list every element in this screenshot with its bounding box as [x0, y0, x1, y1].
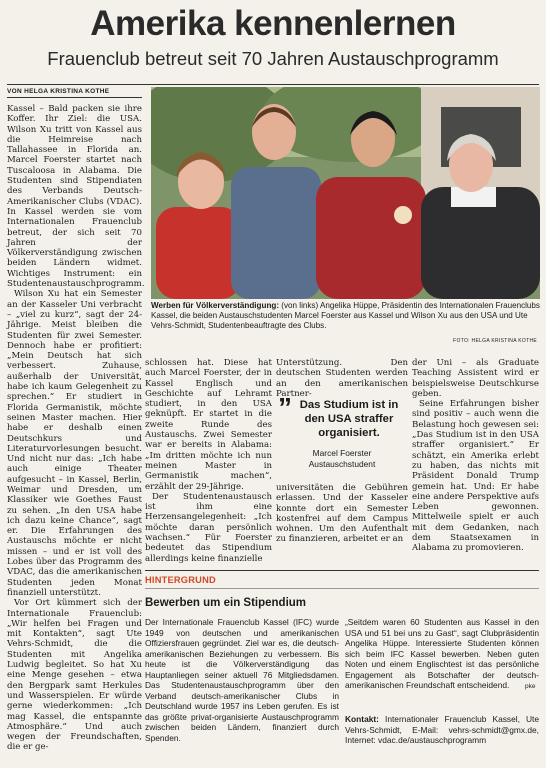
quote-role: Austauschstudent [308, 458, 376, 469]
contact-info [345, 714, 539, 746]
paragraph: Seine Erfahrungen bisher sind positiv – auch wenn die Belastung hoch gewesen sei: „Das Studium ist in den USA straffer organisiert.“ Er schätzt, ein Amerika erlebt zu haben, das nichts mit Präsident Donald Trump gemein hat. Und: Er habe eine andere Perspektive aufs Leben gewonnen. Mittelweile spielt er auch mit dem Gedanken, nach dem Staatsexamen in Alabama zu promovieren. [412, 399, 539, 554]
box-column-2 [345, 617, 539, 691]
pull-quote [276, 392, 408, 469]
box-column-1 [145, 617, 339, 743]
box-signature: pke [525, 683, 536, 690]
caption-label: Werben für Völkerverständigung: [151, 301, 280, 310]
paragraph: Vor Ort kümmert sich der Internationale Frauenclub: „Wir helfen bei Fragen und mit Kontakten“, sagt Ute Vehrs-Schmidt, die die Studenten mit Angelika Ludwig begleitet. So hat Xu eine Menge gesehen – etwa den Bergpark samt Herkules und Wasserspielen. Er würde gerne wiederkommen: „Ich mag Kassel, die entspannte Atmosphäre.“ Und auch wegen der Freundschaften, die er ge- [7, 598, 142, 753]
box-title: Bewerben um ein Stipendium [145, 597, 307, 609]
box-rule [145, 570, 539, 571]
subheadline: Frauenclub betreut seit 70 Jahren Austauschprogramm [47, 48, 499, 69]
article-column-1 [7, 104, 145, 753]
article-column-2 [145, 358, 272, 564]
quote-text: Das Studium ist in den USA straffer organisiert. [299, 399, 399, 439]
contact-text: Internationaler Frauenclub Kassel, Ute Vehrs-Schmidt, E-Mail: vehrs-schmidt@gmx.de, Internet: vdac.de/austauschprogramm [345, 714, 539, 745]
quote-mark-icon: ” [278, 392, 292, 423]
paragraph: Wilson Xu hat ein Semester an der Kasseler Uni verbracht – „viel zu kurz“, sagt der 24-Jährige. Meist bleiben die Studenten für zwei Semester. Dennoch habe er profitiert: „Mein Deutsch hat sich verbessert. Zuhause, außerhalb der Universität, habe ich kaum Gelegenheit zu sprechen.“ Er studiert in Florida Germanistik, möchte seinen Master machen. Hier habe er deshalb einen Deutschkurs und Literaturvorlesungen besucht. Und nicht nur das: „Ich habe auch einige Theater aufgesucht – in Kassel, Berlin, Weimar und Dresden, um Klassiker wie Goethes Faust zu sehen. „In den USA habe ich dazu keine Chance“, sagt er. Die Erfahrungen des Austauschs möchte er nicht missen – und er ist voll des Lobes über das Programm des VDAC, das die amerikanischen Studenten jeden Monat finanziell unterstützt. [7, 289, 142, 598]
paragraph: universitäten die Gebühren erlassen. Und der Kasseler konnte dort ein Semester kostenfrei auf dem Campus wohnen. Um den Aufenthalt zu finanzieren, arbeitet er an [276, 483, 408, 545]
headline: Amerika kennenlernen [90, 4, 456, 43]
paragraph: Der Studentenaustausch ist ihm eine Herzensangelegenheit: „Ich möchte daran persönlich wachsen.“ Für Foerster bedeutet das Stipendium allerdings keine finanzielle [145, 491, 272, 564]
paragraph: schlossen hat. Diese hat auch Marcel Foerster, der in Kassel Englisch und Geschichte auf Lehramt studiert, in den USA geknüpft. Er startet in die zweite Runde des Austauschs. Zwei Semester war er bereits in Alabama: „Im dritten möchte ich nun meinen Master in Germanistik machen“, erzählt der 29-Jährige. [145, 358, 272, 492]
byline: VON HELGA KRISTINA KOTHE [7, 88, 110, 95]
photo-credit: FOTO: HELGA KRISTINA KOTHE [453, 338, 537, 344]
photo-caption [151, 301, 540, 332]
byline-rule [7, 97, 142, 98]
paragraph: Kassel – Bald packen sie ihre Koffer. Ihr Ziel: die USA. Wilson Xu tritt von Kassel aus die Heimreise nach Tallahassee in Florida an. Marcel Foerster startet nach Tuscaloosa in Alabama. Die Studenten sind Stipendiaten des Verbands Deutsch-Amerikanischer Clubs (VDAC). In Kassel werden sie vom Internationalen Frauenclub betreut, der sich seit 70 Jahren der Völkerverständigung zwischen beiden Ländern widmet. Wichtiges Instrument: ein Studentenaustauschprogramm. [7, 104, 145, 290]
top-rule [7, 84, 539, 85]
paragraph: der Uni – als Graduate Teaching Assistent wird er beispielsweise Deutschkurse geben. [412, 358, 539, 399]
caption-text: (von links) Angelika Hüppe, Präsidentin des Internationalen Frauenclubs Kassel, die beiden Austauschstudenten Marcel Foerster aus Kassel und Wilson Xu aus den USA und Ute Vehrs-Schmidt, Studentenbeauftragte des Clubs. [151, 301, 540, 331]
hintergrund-label: HINTERGRUND [145, 575, 216, 585]
paragraph: „Seitdem waren 60 Studenten aus Kassel in den USA und 51 bei uns zu Gast“, sagt Clubpräsidentin Angelika Hüppe. Interessierte Studenten können sich beim IFC Kassel bewerben. Neben guten Noten und einem Englischtest ist das persönliche Engagement als Botschafter der deutsch-amerikanischen Freundschaft entscheidend. [345, 617, 539, 690]
article-photo [151, 87, 540, 299]
box-rule-thin [145, 588, 539, 589]
photo-illustration [151, 87, 540, 299]
article-column-4 [412, 358, 539, 554]
quote-name: Marcel Foerster [312, 448, 372, 458]
paragraph: Unterstützung. Den deutschen Studenten werden an den amerikanischen Partner- [276, 358, 408, 399]
article-column-3-bottom [276, 483, 408, 545]
contact-label: Kontakt: [345, 714, 379, 724]
paragraph: Der Internationale Frauenclub Kassel (IFC) wurde 1949 von deutschen und amerikanischen Offiziersfrauen gegründet. Ziel war es, die deutsch-amerikanischen Beziehungen zu verbessern. Bis heute ist die Völkerverständigung das Hauptanliegen seiner aktuell 76 Mitgliedsdamen. Das Studentenaustauschprogramm über den Verband deutsch-amerikanischer Clubs in Deutschland wurde 1957 ins Leben gerufen. Es ist das größte privat-organisierte Austauschprogramm zwischen beiden Ländern, finanziert durch Spenden. [145, 617, 339, 743]
article-column-3-top [276, 358, 408, 399]
